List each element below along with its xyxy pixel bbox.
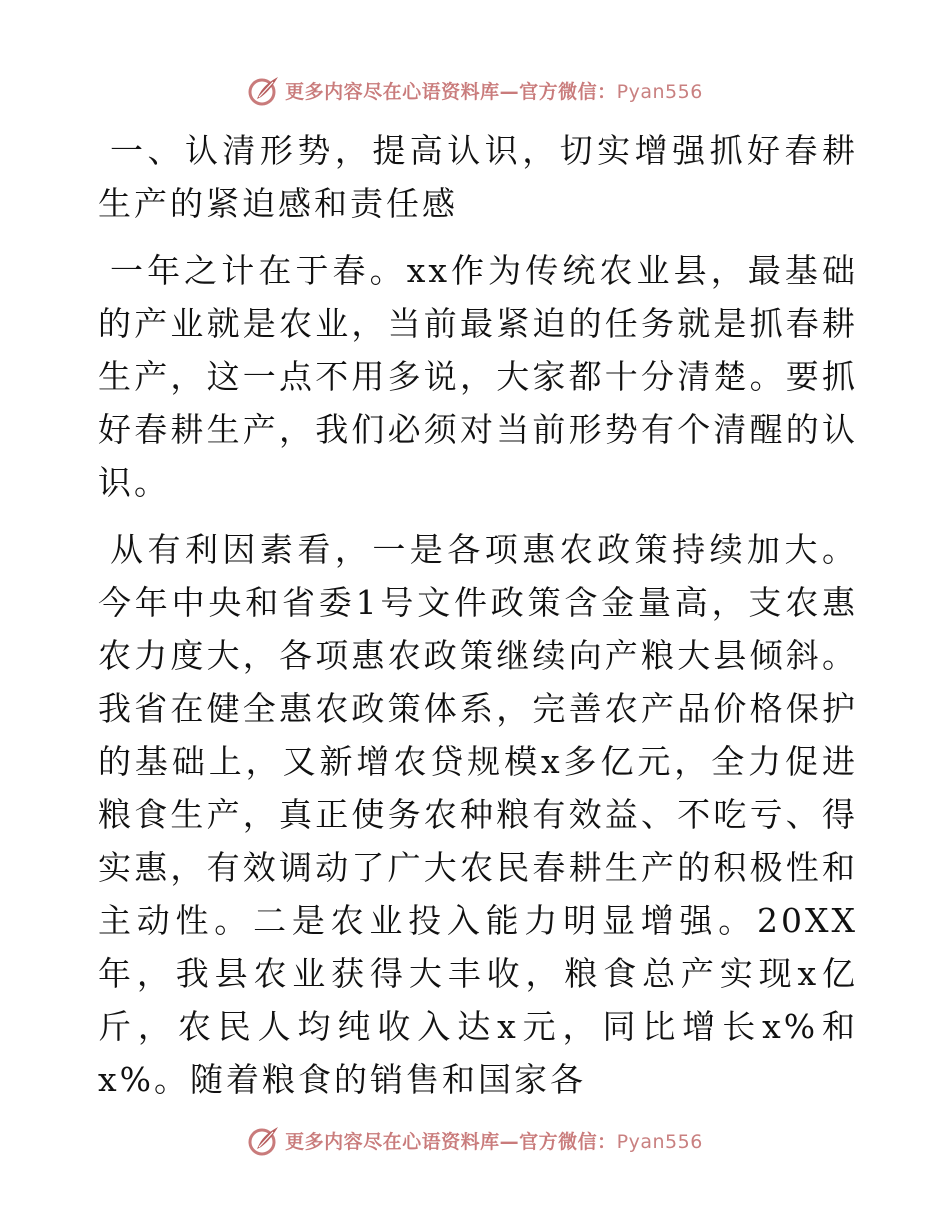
document-body — [98, 124, 858, 1120]
paragraph: 一年之计在于春。xx作为传统农业县，最基础的产业就是农业，当前最紧迫的任务就是抓春耕生产，这一点不用多说，大家都十分清楚。要抓好春耕生产，我们必须对当前形势有个清醒的认识。 — [98, 251, 858, 502]
feather-quill-logo-icon — [247, 73, 281, 107]
banner-label: 更多内容尽在心语资料库—官方微信： — [285, 1130, 617, 1153]
banner-text — [285, 77, 703, 104]
banner-account: Pyan556 — [616, 1130, 703, 1153]
banner-text — [285, 1127, 703, 1154]
section-heading: 一、认清形势，提高认识，切实增强抓好春耕生产的紧迫感和责任感 — [98, 131, 858, 223]
header-watermark-banner — [0, 70, 950, 110]
footer-watermark-banner — [0, 1120, 950, 1160]
feather-quill-logo-icon — [247, 1123, 281, 1157]
banner-account: Pyan556 — [616, 80, 703, 103]
paragraph: 从有利因素看，一是各项惠农政策持续加大。今年中央和省委1号文件政策含金量高，支农惠农力度大，各项惠农政策继续向产粮大县倾斜。我省在健全惠农政策体系，完善农产品价格保护的基础上，又新增农贷规模x多亿元，全力促进粮食生产，真正使务农种粮有效益、不吃亏、得实惠，有效调动了广大农民春耕生产的积极性和主动性。二是农业投入能力明显增强。20XX年，我县农业获得大丰收，粮食总产实现x亿斤，农民人均纯收入达x元，同比增长x%和x%。随着粮食的销售和国家各 — [98, 530, 858, 1099]
banner-label: 更多内容尽在心语资料库—官方微信： — [285, 80, 617, 103]
